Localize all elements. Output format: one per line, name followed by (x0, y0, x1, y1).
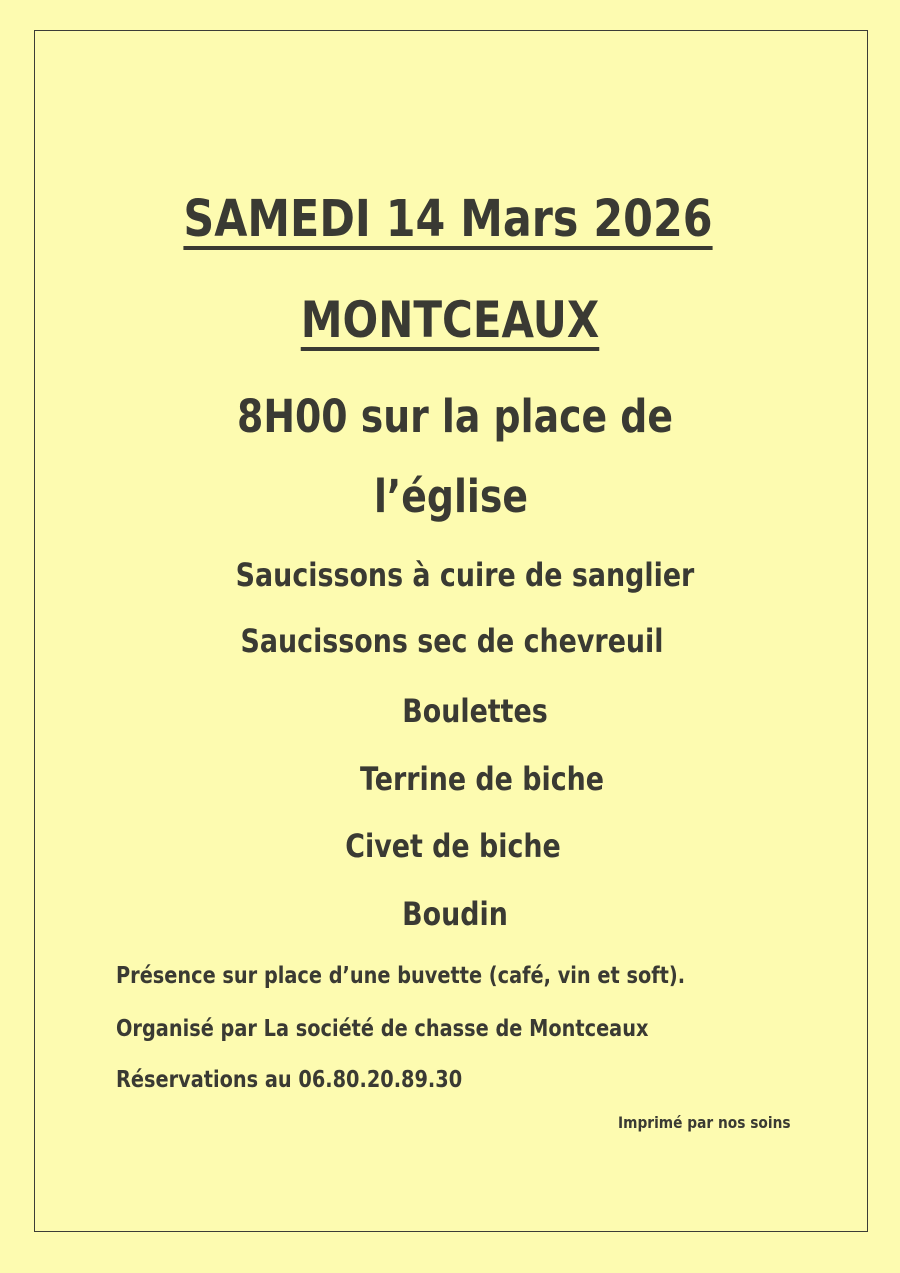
event-date: SAMEDI 14 Mars 2026 (183, 190, 713, 249)
product-item: Saucissons sec de chevreuil (240, 622, 664, 660)
buvette-notice: Présence sur place d’une buvette (café, vin et soft). (116, 963, 686, 989)
product-item: Boulettes (402, 692, 548, 730)
product-item: Boudin (402, 895, 508, 933)
product-item: Civet de biche (345, 827, 561, 865)
printed-by-note: Imprimé par nos soins (618, 1113, 791, 1132)
organizer-notice: Organisé par La société de chasse de Montceaux (116, 1016, 649, 1042)
event-time-line-1: 8H00 sur la place de (237, 390, 673, 443)
event-time-line-2: l’église (373, 470, 529, 523)
event-town: MONTCEAUX (300, 291, 600, 349)
product-item: Terrine de biche (359, 760, 605, 798)
reservation-phone: Réservations au 06.80.20.89.30 (116, 1067, 463, 1093)
product-item: Saucissons à cuire de sanglier (235, 556, 695, 594)
